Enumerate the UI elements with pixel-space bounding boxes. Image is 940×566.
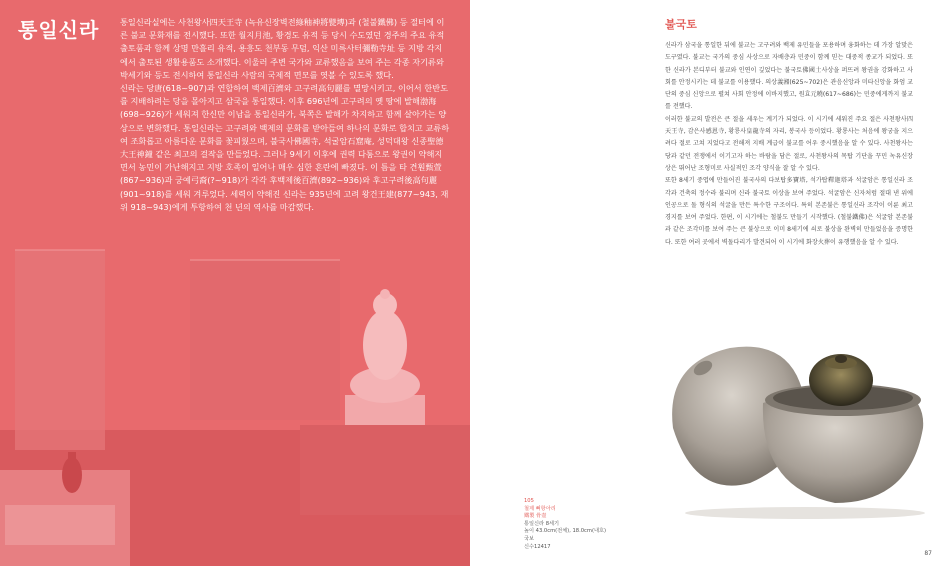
caption-number: 105 [524,498,534,504]
left-paragraph-1: 통일신라실에는 사천왕사四天王寺 (녹유신장벽전綠釉神將甓塼)과 (철불鐵佛) 등 절터에 이른 불교 문화재를 전시했다. 또한 월지月池, 황경도 유적 등 당시 수도였던 경주의 주요 유적 출토품과 함께 상명 만흘리 유적, 용흥도 천부동 무덤, 익산 미륵사터彌勒寺址 등 지방 각지에서 출토된 생활용품도 소개했다. 이울러 주변 국가와 교류했음을 보여 주는 각종 자기류와 박세기와 등도 전시하여 통일신라 사람의 국제적 면모를 엿볼 수 있도록 했다. [120,17,445,80]
left-body-text [120,16,450,214]
caption-line: 통일신라 8세기 [524,520,560,527]
caption-name: 철제 뼈항아리 [524,505,556,512]
buddha-statue-image [345,289,425,425]
left-paragraph-2: 신라는 당唐(618~907)과 연합하여 백제百濟와 고구려高句麗를 멸망시키고, 이어서 한반도를 지배하려는 당을 몰아지고 삼국을 통일했다. 이후 696년에 고구려의 옛 땅에 발해渤海(698~926)가 세워져 한신만 이남을 통일신라가, 북쪽은 발해가 차지하고 함께 살아가는 양상으로 변화했다. 통일신라는 고구려와 백제의 문화를 받아들여 하나의 문화로 합치고 교류하여 조화롭고 아름다운 문화를 꽃피웠으며, 불국사佛國寺, 석굴암石窟庵, 성덕대왕 신종聖德大王神鐘 같은 최고의 걸작을 만들었다. 그러나 9세기 이후에 권력 다툼으로 왕권이 약해지면서 농민이 가난해지고 지방 호족이 일어나 매우 심한 혼란에 빠졌다. 이 틈을 타 견훤甄萱(867~936)과 궁예弓裔(?~918)가 각각 후백제後百濟(892~936)와 후고구려後高句麗(901~918)를 세워 겨루었다. 세력이 약해진 신라는 935년에 고려 왕건王建(877~943, 재위 918~943)에게 투항하여 천 년의 역사를 마감했다. [120,83,450,212]
page-number: 87 [924,550,932,557]
metal-urn [809,354,873,406]
right-paragraph-1: 신라가 삼국을 통일한 뒤에 불교는 고구려와 백제 유민들을 포용하며 융화하는 데 가장 알맞은 도구였다. 불교는 국가의 중심 사상으로 자배층과 민중이 함께 믿는 대중적 종교가 되었다. 또한 신라가 본디부터 불교와 인연이 깊었다는 불국토佛國土사상을 퍼뜨려 왕권을 강화하고 사회를 안정시키는 데 불교를 이용했다. 의상義湘(625~702)은 관음신앙과 미타신앙을 화엄 교단의 중심 신앙으로 펼쳐 사회 안정에 이바지했고, 원효元曉(617~686)는 민중에게까지 불교를 전했다. [665,42,913,111]
right-page [470,0,940,566]
page-title: 통일신라 [18,18,100,42]
caption-line: 높이 43.0cm(전체), 18.0cm(내호) [524,528,607,535]
section-title: 불국토 [665,18,697,31]
caption-line: 국보 [524,535,535,542]
right-paragraph-3: 또한 8세기 중엽에 만들어진 불국사의 다보탑多寶塔, 석가탑釋迦塔과 석굴암은 통일신라 조각과 건축의 정수라 불리며 신라 불국토 이상을 보여 주었다. 석굴암은 신자처럼 절대 낸 위에 인공으로 돌 형식의 석굴을 만든 특수한 구조이다. 특히 본존불은 통일신라 조각이 이룬 최고 경지를 보여 주었다. 한편, 이 시기에는 철불도 만들기 시작했다. (철불鐵佛)은 석굴암 본존불과 같은 조각미를 보여 주는 큰 불상으로 이미 8세기에 쇠로 불상을 완벽히 만들었음을 증명한다. 또한 여러 곳에서 벽돌다리가 발견되어 이 시기에 화장火葬이 유행했음을 알 수 있다. [665,177,913,246]
right-body-text [665,40,913,249]
artifact-caption [524,498,644,551]
artifact-photo [655,308,930,523]
right-paragraph-2: 이러한 불교의 발전은 큰 절을 세우는 계기가 되었다. 이 시기에 세워진 주요 절은 사천왕사四天王寺, 감은사感恩寺, 황룡사皇龍寺의 자리, 봉국사 등이었다. 황룡사는 처음에 왕궁을 지으려다 절로 고쳐 지었다고 전해져 지배 계급이 불교를 어우 중시했음을 알 수 있다. 사천왕사는 당과 같던 전쟁에서 이기고자 하는 바람을 담은 절로, 사천왕사의 목탑 기단을 꾸민 녹유신장상은 뛰어난 조형미로 사실적인 조각 양식을 잘 알 수 있다. [665,115,913,172]
caption-name-hanja: 鐵製 骨壺 [524,513,547,520]
caption-line: 신수12417 [524,543,551,550]
